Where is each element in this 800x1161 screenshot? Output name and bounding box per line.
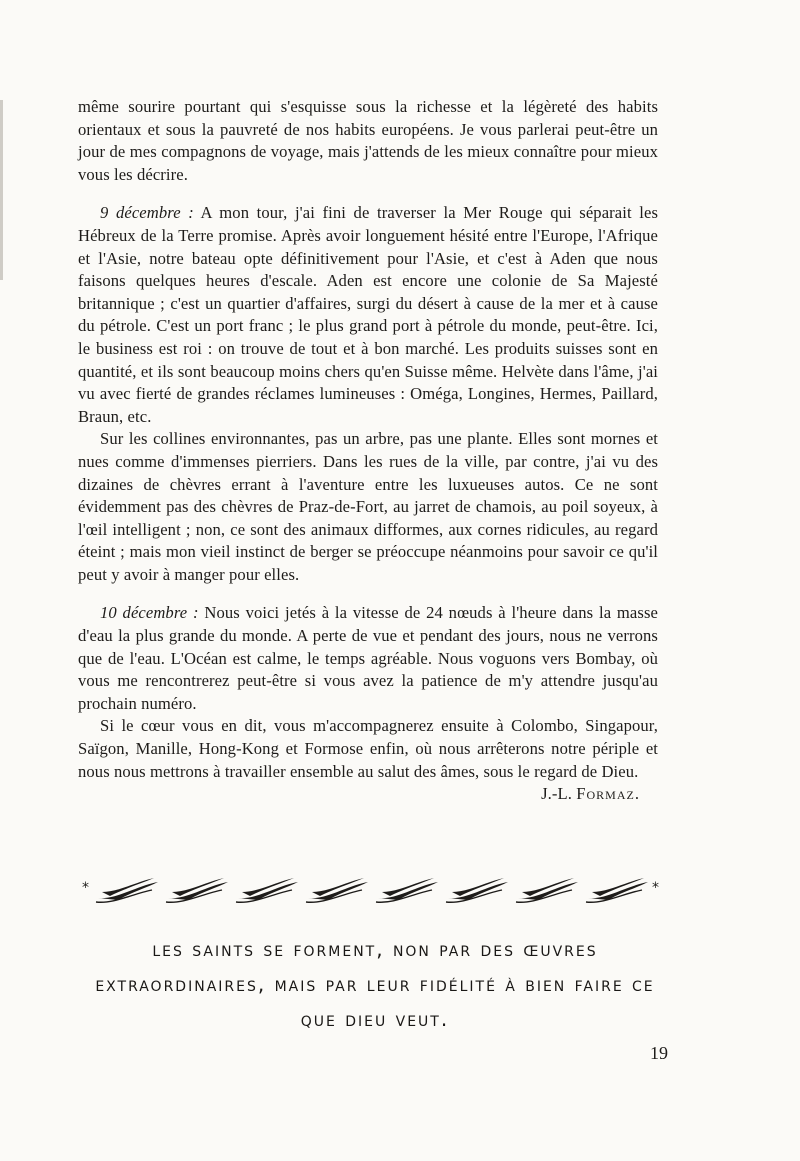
paragraph-text: même sourire pourtant qui s'esquisse sous la richesse et la légèreté des habits orientaux et sous la pauvreté de nos habits européens. Je vous parlerai peut-être un jour de mes compagnons de voyage, mais j'attends de les mieux connaître pour mieux vous les décrire.: [78, 97, 658, 184]
signature-surname: Formaz.: [576, 784, 640, 804]
paragraph-text: A mon tour, j'ai fini de traverser la Mer Rouge qui séparait les Hébreux de la Terre promise. Après avoir longuement hésité entre l'Europe, l'Afrique et l'Asie, notre bateau opte définitivement pour l'Asie, et c'est à Aden que nous faisons quelques heures d'escale. Aden est encore une colonie de Sa Majesté britannique ; c'est un quartier d'affaires, surgi du désert à cause de la mer et à cause du pétrole. C'est un port franc ; le plus grand port à pétrole du monde, peut-être. Ici, le business est roi : on trouve de tout et à bon marché. Les produits suisses sont en quantité, et ils sont beaucoup moins chers qu'en Suisse même. Helvète dans l'âme, j'ai vu avec fierté de grandes réclames lumineuses : Oméga, Longines, Hermes, Paillard, Braun, etc.: [78, 203, 658, 426]
closing-quote: les saints se forment, non par des œuvres extraordinaires, mais par leur fidélité à bien faire ce que dieu veut.: [95, 937, 655, 1031]
paragraph-itinerary: [78, 715, 658, 783]
article-body: [78, 96, 658, 806]
paragraph-intro: [78, 96, 658, 186]
paragraph-text: Si le cœur vous en dit, vous m'accompagnerez ensuite à Colombo, Singapour, Saïgon, Manille, Hong-Kong et Formose enfin, où nous arrêterons notre périple et nous nous mettrons à travailler ensemble au salut des âmes, sous le regard de Dieu.: [78, 716, 658, 781]
page-binding-edge: [0, 100, 3, 280]
entry-date: 10 décembre :: [100, 603, 199, 623]
entry-date: 9 décembre :: [100, 203, 194, 223]
decorative-ornament-divider: [82, 876, 662, 906]
page-number: 19: [650, 1043, 668, 1063]
svg-text:*: *: [82, 880, 89, 896]
paragraph-9-december: [78, 202, 658, 428]
paragraph-text: Sur les collines environnantes, pas un arbre, pas une plante. Elles sont mornes et nues comme d'immenses pierriers. Dans les rues de la ville, par contre, j'ai vu des dizaines de chèvres errant à l'aventure entre les luxueuses autos. Ce ne sont évidemment pas des chèvres de Praz-de-Fort, au jarret de chamois, au poil soyeux, à l'œil intelligent ; non, ce sont des animaux difformes, aux cornes ridicules, au regard éteint ; mais mon vieil instinct de berger se préoccupe néanmoins pour savoir ce qu'il peut y avoir à manger pour elles.: [78, 429, 658, 584]
paragraph-10-december: [78, 602, 658, 715]
author-signature: [78, 783, 658, 806]
signature-initials: J.-L.: [541, 784, 573, 804]
paragraph-text: Nous voici jetés à la vitesse de 24 nœuds à l'heure dans la masse d'eau la plus grande du monde. A perte de vue et pendant des jours, nous ne verrons que de l'eau. L'Océan est calme, le temps agréable. Nous voguons vers Bombay, où vous me rencontrerez peut-être si vous avez la patience de m'y attendre jusqu'au prochain numéro.: [78, 603, 658, 713]
paragraph-hills: [78, 428, 658, 586]
svg-text:*: *: [652, 880, 659, 896]
